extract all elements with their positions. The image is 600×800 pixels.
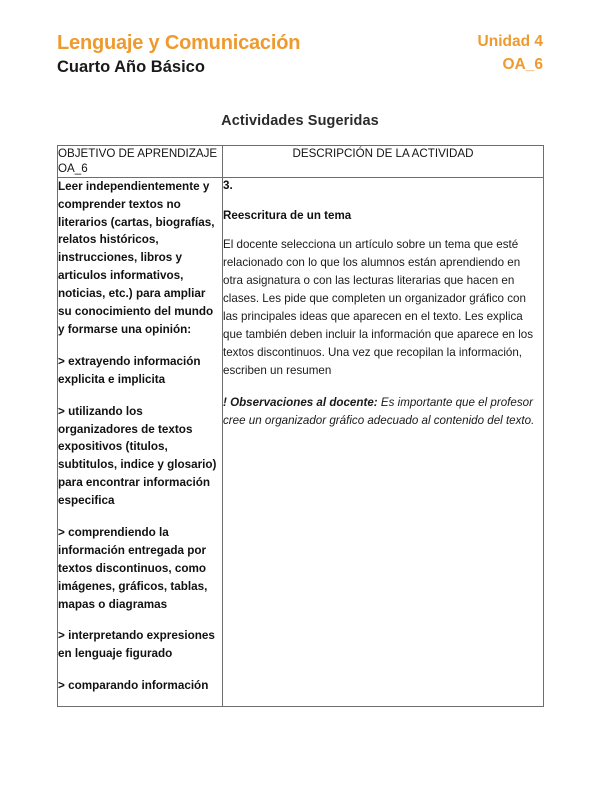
- header-left-group: [57, 32, 300, 77]
- subject-title: Lenguaje y Comunicación: [57, 32, 301, 54]
- teacher-note-lead: ! Observaciones al docente:: [223, 396, 378, 409]
- teacher-note-text: Es importante que el profesor cree un organizador gráfico adecuado al contenido del texto.: [223, 396, 535, 427]
- objective-bullet-4: > interpretando expresiones en lenguaje figurado: [58, 629, 215, 661]
- table-row: [58, 177, 544, 706]
- oa-code-label: OA_6: [502, 55, 543, 73]
- objective-bullet-1: > extrayendo información explicita e implicita: [58, 354, 201, 386]
- activity-subtitle: Reescritura de un tema: [223, 209, 352, 223]
- column-header-objective: OBJETIVO DE APRENDIZAJE OA_6: [58, 146, 223, 178]
- description-cell: [223, 177, 544, 706]
- objective-bullet-3: > comprendiendo la información entregada por textos discontinuos, como imágenes, gráficos, tablas, mapas o diagramas: [58, 525, 208, 611]
- activities-table: [57, 145, 544, 707]
- column-header-description: DESCRIPCIÓN DE LA ACTIVIDAD: [223, 146, 544, 178]
- unit-label: Unidad 4: [477, 33, 543, 50]
- objective-bullet-5: > comparando información: [58, 679, 209, 693]
- activity-teacher-note: [223, 394, 543, 430]
- objective-cell: [58, 177, 223, 706]
- activity-number: 3.: [223, 178, 233, 192]
- table-header-row: [58, 146, 544, 178]
- header-right-group: [478, 32, 543, 74]
- activity-body-text: El docente selecciona un artículo sobre un tema que esté relacionado con lo que los alumnos están aprendiendo en otra asignatura o con las lecturas literarias que hacen en clases. Les pide que completen un organizador gráfico con las principales ideas que aparecen en el texto. Les explica que también deben incluir la información que aparece en los textos discontinuos. Una vez que recopilan la información, escriben un resumen: [223, 238, 534, 378]
- objective-main-text: Leer independientemente y comprender textos no literarios (cartas, biografías, relatos históricos, instrucciones, libros y articulos informativos, noticias, etc.) para ampliar su conocimiento del mundo y formarse una opinión:: [58, 179, 215, 336]
- objective-bullet-2: > utilizando los organizadores de textos expositivos (titulos, subtitulos, indice y glosario) para encontrar información especifica: [58, 404, 217, 508]
- grade-subtitle: Cuarto Año Básico: [57, 57, 205, 76]
- section-title: Actividades Sugeridas: [221, 113, 379, 129]
- document-header: [57, 32, 543, 77]
